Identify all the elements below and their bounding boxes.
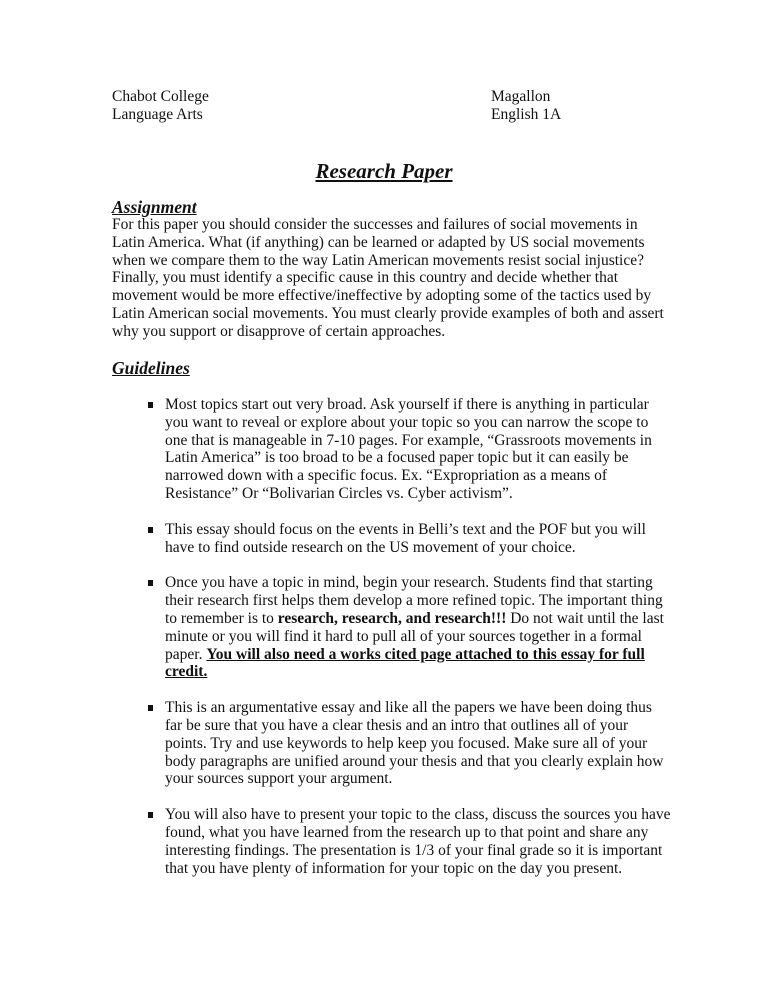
header-left: [112, 88, 209, 124]
list-item: This is an argumentative essay and like all the papers we have been doing thus far be sure that you have a clear thesis and an intro that outlines all of your points. Try and use keywords to help keep you focused. Make sure all of your body paragraphs are unified around your thesis and that you clearly explain how your sources support your argument.: [112, 699, 672, 788]
guidelines-list: [112, 396, 672, 895]
bullet-square-icon: [148, 705, 153, 711]
instructor-name: Magallon: [491, 88, 551, 105]
header-right: [491, 88, 561, 124]
works-cited-requirement: You will also need a works cited page attached to this essay for full credit.: [165, 645, 645, 681]
list-item: Once you have a topic in mind, begin your research. Students find that starting their research first helps them develop a more refined topic. The important thing to remember is to research, research, and research!!! Do not wait until the last minute or you will find it hard to pull all of your sources together in a formal paper. You will also need a works cited page attached to this essay for full credit.: [112, 574, 672, 681]
assignment-text: For this paper you should consider the successes and failures of social movements in Latin America. What (if anything) can be learned or adapted by US social movements when we compare them to the way Latin American movements resist social injustice? Finally, you must identify a specific cause in this country and decide whether that movement would be more effective/ineffective by adopting some of the tactics used by Latin American social movements. You must clearly provide examples of both and assert why you support or disapprove of certain approaches.: [112, 216, 664, 340]
bullet-square-icon: [148, 812, 153, 818]
list-item: This essay should focus on the events in Belli’s text and the POF but you will have to find outside research on the US movement of your choice.: [112, 521, 672, 557]
assignment-heading: Assignment: [112, 197, 197, 217]
emphasis-research: research, research, and research!!!: [277, 609, 507, 627]
list-item: Most topics start out very broad. Ask yourself if there is anything in particular you want to reveal or explore about your topic so you can narrow the scope to one that is manageable in 7-10 pages. For example, “Grassroots movements in Latin America” is too broad to be a focused paper topic but it can easily be narrowed down with a specific focus. Ex. “Expropriation as a means of Resistance” Or “Bolivarian Circles vs. Cyber activism”.: [112, 396, 672, 503]
bullet-square-icon: [148, 527, 153, 533]
guidelines-heading: Guidelines: [112, 358, 190, 378]
college-name: Chabot College: [112, 88, 209, 105]
department-name: Language Arts: [112, 106, 203, 123]
bullet-square-icon: [148, 402, 153, 408]
page-title: Research Paper: [315, 159, 453, 183]
course-name: English 1A: [491, 106, 562, 123]
bullet-square-icon: [148, 580, 153, 586]
list-item: You will also have to present your topic to the class, discuss the sources you have found, what you have learned from the research up to that point and share any interesting findings. The presentation is 1/3 of your final grade so it is important that you have plenty of information for your topic on the day you present.: [112, 806, 672, 877]
